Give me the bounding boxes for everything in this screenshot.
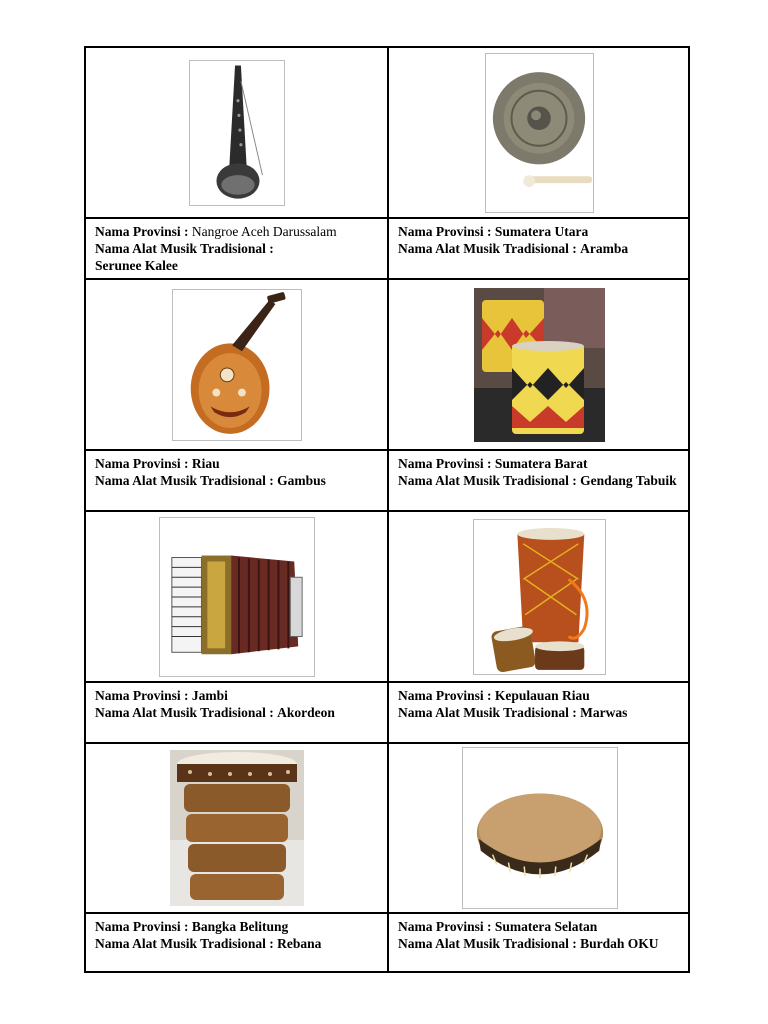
- instrument-name: Marwas: [580, 705, 628, 720]
- image-cell: [86, 280, 387, 449]
- instrument-line: Nama Alat Musik Tradisional : Rebana: [95, 936, 322, 951]
- province-line: Nama Provinsi : Kepulauan Riau: [398, 688, 590, 703]
- province-name: Jambi: [191, 688, 228, 703]
- instrument-name: Gambus: [277, 473, 326, 488]
- instrument-line: Nama Alat Musik Tradisional : Aramba: [398, 241, 629, 256]
- image-cell: [86, 48, 387, 217]
- province-name: Sumatera Utara: [494, 224, 589, 239]
- gong-icon: [485, 53, 594, 213]
- province-line: Nama Provinsi : Riau: [95, 456, 220, 471]
- accordion-icon: [159, 517, 315, 677]
- entry-caption: [86, 914, 387, 973]
- province-line: Nama Provinsi : Jambi: [95, 688, 228, 703]
- rebana-stack-icon: [170, 750, 304, 906]
- instrument-name: Aramba: [580, 241, 629, 256]
- image-cell: [86, 512, 387, 681]
- instrument-table: [84, 46, 690, 973]
- instrument-name: Burdah OKU: [580, 936, 659, 951]
- burdah-drum-icon: [462, 747, 618, 909]
- image-cell: [389, 48, 690, 217]
- entry-caption: [86, 683, 387, 742]
- instrument-line: Nama Alat Musik Tradisional : Gendang Tabuik: [398, 473, 677, 488]
- instrument-line: Nama Alat Musik Tradisional : Serunee Kalee: [95, 241, 274, 273]
- province-name: Sumatera Barat: [494, 456, 588, 471]
- instrument-line: Nama Alat Musik Tradisional : Akordeon: [95, 705, 335, 720]
- province-name: Riau: [191, 456, 220, 471]
- instrument-name: Gendang Tabuik: [580, 473, 677, 488]
- image-cell: [389, 512, 690, 681]
- province-name: Nangroe Aceh Darussalam: [191, 224, 337, 239]
- tabuik-drums-icon: [474, 288, 605, 442]
- entry-caption: [389, 914, 690, 973]
- entry-caption: [389, 219, 690, 278]
- province-line: Nama Provinsi : Sumatera Selatan: [398, 919, 598, 934]
- entry-caption: [86, 451, 387, 510]
- instrument-name: Serunee Kalee: [95, 258, 178, 273]
- province-line: Nama Provinsi : Bangka Belitung: [95, 919, 289, 934]
- province-line: Nama Provinsi : Nangroe Aceh Darussalam: [95, 224, 337, 239]
- entry-caption: [389, 683, 690, 742]
- image-cell: [389, 744, 690, 912]
- instrument-line: Nama Alat Musik Tradisional : Gambus: [95, 473, 326, 488]
- marwas-drums-icon: [473, 519, 606, 675]
- gambus-lute-icon: [172, 289, 302, 441]
- instrument-line: Nama Alat Musik Tradisional : Burdah OKU: [398, 936, 659, 951]
- province-name: Kepulauan Riau: [494, 688, 590, 703]
- instrument-line: Nama Alat Musik Tradisional : Marwas: [398, 705, 628, 720]
- entry-caption: [389, 451, 690, 510]
- serunee-kalee-icon: [189, 60, 285, 206]
- province-name: Sumatera Selatan: [494, 919, 598, 934]
- province-line: Nama Provinsi : Sumatera Utara: [398, 224, 589, 239]
- instrument-name: Rebana: [277, 936, 322, 951]
- instrument-name: Akordeon: [277, 705, 335, 720]
- province-line: Nama Provinsi : Sumatera Barat: [398, 456, 588, 471]
- entry-caption: [86, 219, 387, 278]
- province-name: Bangka Belitung: [191, 919, 289, 934]
- image-cell: [389, 280, 690, 449]
- image-cell: [86, 744, 387, 912]
